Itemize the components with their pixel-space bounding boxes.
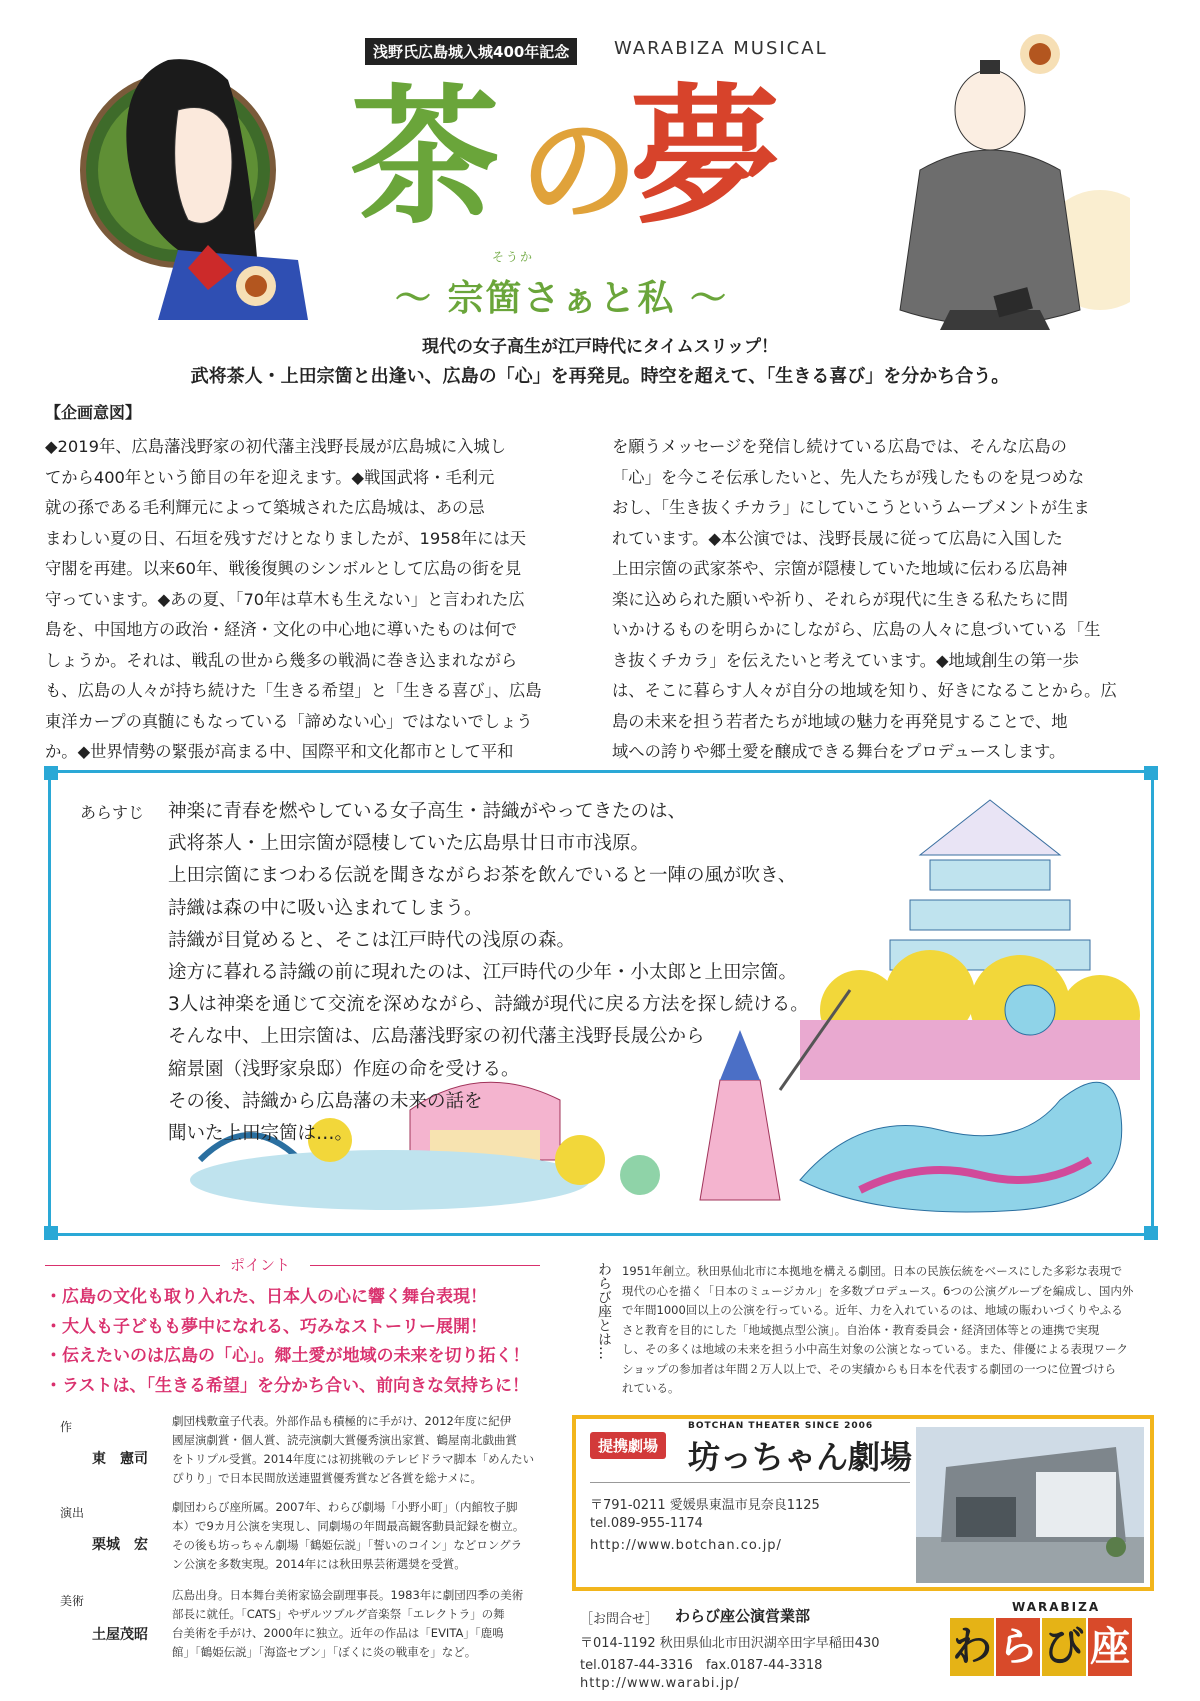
plan-line: 東洋カープの真髄にもなっている「諦めない心」ではないでしょう: [45, 711, 533, 731]
subtitle: 〜 宗箇さぁと私 〜: [395, 278, 729, 319]
plan-line: も、広島の人々が持ち続けた「生きる希望」と「生きる喜び」、広島: [45, 681, 542, 700]
point-item: ・大人も子どもも夢中になれる、巧みなストーリー展開！: [45, 1316, 487, 1337]
points-rule-right: [310, 1265, 540, 1266]
staff-desc-line: 劇団わらび座所属。2007年、わらび劇場「小野小町」（内館牧子脚: [172, 1500, 518, 1514]
staff-name-director: 栗城 宏: [92, 1537, 148, 1553]
contact-name: わらび座公演営業部: [675, 1607, 811, 1625]
plan-line: おし、「生き抜くチカラ」にしていこうというムーブメントが生ま: [612, 498, 1090, 517]
staff-desc-line: 台美術を手がけ、2000年に独立。近年の作品は「EVITA」「鹿鳴: [172, 1626, 504, 1640]
plan-line: いかけるものを明らかにしながら、広島の人々に息づいている「生: [612, 620, 1101, 639]
plan-column-left: [45, 432, 585, 768]
title-char-dream: 夢: [630, 69, 781, 245]
plan-line: は、そこに暮らす人々が自分の地域を知り、好きになることから。広: [612, 681, 1117, 700]
plan-line: れています。◆本公演では、浅野長晟に従って広島に入国した: [612, 528, 1063, 548]
catch-line-2: 武将茶人・上田宗箇と出逢い、広島の「心」を再発見。時空を超えて、「生きる喜び」を分かち合う。: [190, 366, 1010, 387]
theater-url[interactable]: http://www.botchan.co.jp/: [590, 1538, 782, 1553]
plan-line: か。◆世界情勢の緊張が高まる中、国際平和文化都市として平和: [45, 742, 514, 761]
synopsis-line: 聞いた上田宗箇は…。: [168, 1123, 354, 1145]
plan-line: 上田宗箇の武家茶や、宗箇が隠棲していた地域に伝わる広島神: [612, 559, 1068, 578]
theater-since: BOTCHAN THEATER SINCE 2006: [688, 1421, 874, 1431]
title-logo: [330, 69, 890, 272]
plan-line: しょうか。それは、戦乱の世から幾多の戦渦に巻き込まれながら: [45, 650, 518, 670]
staff-name-art: 土屋茂昭: [92, 1627, 148, 1643]
staff-desc-line: 部長に就任。「CATS」やザルツブルグ音楽祭「エレクトラ」の舞: [172, 1607, 505, 1621]
about-line: 現代の心を描く「日本のミュージカル」を多数プロデュース。6つの公演グループを編成し、国内外: [622, 1283, 1134, 1298]
box-corner: [1144, 766, 1158, 780]
warabiza-logo: [950, 1600, 1140, 1680]
plan-line: てから400年という節目の年を迎えます。◆戦国武将・毛利元: [45, 467, 495, 487]
plan-line: き抜くチカラ」を伝えたいと考えています。◆地域創生の第一歩: [612, 650, 1079, 670]
title-ruby: そうか: [492, 250, 535, 264]
contact-url[interactable]: http://www.warabi.jp/: [580, 1676, 740, 1691]
staff-desc-line: 國屋演劇賞・個人賞、読売演劇大賞優秀演出家賞、鶴屋南北戯曲賞: [172, 1433, 517, 1447]
staff-role-director: 演出: [60, 1506, 85, 1520]
points-list: [45, 1283, 530, 1401]
plan-line: 「心」を今こそ伝承したいと、先人たちが残したものを見つめな: [612, 467, 1085, 487]
plan-line: ◆2019年、広島藩浅野家の初代藩主浅野長晟が広島城に入城し: [45, 437, 506, 456]
musical-label: WARABIZA MUSICAL: [614, 38, 828, 59]
plan-line: まわしい夏の日、石垣を残すだけとなりましたが、1958年には天: [45, 528, 527, 548]
logo-char: び: [1042, 1618, 1086, 1676]
synopsis-line: 武将茶人・上田宗箇が隠棲していた広島県廿日市市浅原。: [168, 833, 650, 855]
about-line: ショップの参加者は年間２万人以上で、その実績からも日本を代表する劇団の一つに位置づけら: [622, 1361, 1117, 1376]
plan-line: 島を、中国地方の政治・経済・文化の中心地に導いたものは何で: [45, 620, 518, 639]
castle-illustration: [890, 800, 1090, 970]
about-text: [622, 1262, 1157, 1399]
theater-address: 〒791-0211 愛媛県東温市見奈良1125: [590, 1498, 820, 1513]
staff-name-writer: 東 憲司: [92, 1451, 148, 1467]
staff-desc-line: 広島出身。日本舞台美術家協会副理事長。1983年に劇団四季の美術: [172, 1588, 524, 1602]
contact-label: ［お問合せ］: [580, 1612, 659, 1627]
synopsis-line: 上田宗箇にまつわる伝説を聞きながらお茶を飲んでいると一陣の風が吹き、: [168, 865, 797, 887]
point-item: ・伝えたいのは広島の「心」。郷土愛が地域の未来を切り拓く！: [45, 1346, 530, 1366]
synopsis-line: そんな中、上田宗箇は、広島藩浅野家の初代藩主浅野長晟公から: [168, 1026, 705, 1048]
catch-line-1: 現代の女子高生が江戸時代にタイムスリップ！: [422, 337, 778, 357]
box-corner: [44, 766, 58, 780]
about-line: で年間1000回以上の公演を行っている。近年、力を入れているのは、地域の賑わいづくりやふる: [622, 1303, 1123, 1317]
sun-ornament-icon: [232, 262, 280, 310]
staff-desc-director: [172, 1498, 552, 1574]
staff-desc-line: 劇団桟敷童子代表。外部作品も積極的に手がけ、2012年度に紀伊: [172, 1414, 512, 1428]
about-line: し、その多くは地域の未来を担う小中高生対象の公演となっている。また、俳優による表現ワーク: [622, 1342, 1128, 1356]
synopsis-label: あらすじ: [80, 803, 145, 822]
plan-line: 域への誇りや郷土愛を醸成できる舞台をプロデュースします。: [612, 742, 1066, 761]
staff-desc-line: その後も坊っちゃん劇場「鶴姫伝説」「誓いのコイン」などロングラ: [172, 1538, 523, 1552]
logo-char: 座: [1088, 1618, 1132, 1676]
synopsis-line: 詩織は森の中に吸い込まれてしまう。: [168, 897, 483, 919]
point-item: ・広島の文化も取り入れた、日本人の心に響く舞台表現！: [45, 1287, 487, 1307]
plan-line: 楽に込められた願いや祈り、それらが現代に生きる私たちに問: [612, 589, 1068, 609]
synopsis-line: 3人は神楽を通じて交流を深めながら、詩織が現代に戻る方法を探し続ける。: [168, 994, 809, 1016]
point-item: ・ラストは、「生きる希望」を分かち合い、前向きな気持ちに！: [45, 1375, 529, 1396]
about-label: わらび座とは…: [596, 1262, 612, 1360]
plan-line: 守閣を再建。以来60年、戦後復興のシンボルとして広島の街を見: [45, 559, 522, 578]
about-line: れている。: [622, 1381, 680, 1395]
contact-tel-fax: tel.0187-44-3316 fax.0187-44-3318: [580, 1658, 823, 1673]
plan-line: を願うメッセージを発信し続けている広島では、そんな広島の: [612, 437, 1067, 456]
points-rule-left: [45, 1265, 220, 1266]
theater-name: 坊っちゃん劇場: [688, 1438, 913, 1476]
plan-line: 島の未来を担う若者たちが地域の魅力を再発見することで、地: [612, 711, 1068, 731]
staff-desc-line: ぴりり」で日本民間放送連盟賞優秀賞など各賞を総ナメに。: [172, 1471, 483, 1485]
title-char-tea: 茶: [350, 69, 501, 245]
points-title: ポイント: [230, 1256, 291, 1274]
synopsis-line: 途方に暮れる詩織の前に現れたのは、江戸時代の少年・小太郎と上田宗箇。: [168, 962, 798, 984]
synopsis-line: その後、詩織から広島藩の未来の話を: [168, 1090, 483, 1112]
staff-desc-art: [172, 1586, 552, 1662]
anniversary-tag: 浅野氏広島城入城400年記念: [365, 38, 577, 65]
plan-line: 就の孫である毛利輝元によって築城された広島城は、あの忌: [45, 498, 485, 517]
title-char-no: の: [520, 101, 639, 240]
staff-role-art: 美術: [60, 1594, 85, 1608]
staff-desc-line: 本）で9カ月公演を実現し、同劇場の年間最高観客動員記録を樹立。: [172, 1519, 525, 1533]
logo-char: わ: [950, 1618, 994, 1676]
theater-photo: [916, 1427, 1144, 1583]
staff-desc-writer: [172, 1412, 552, 1488]
theater-tel: tel.089-955-1174: [590, 1516, 703, 1531]
about-line: 1951年創立。秋田県仙北市に本拠地を構える劇団。日本の民族伝統をベースにした多彩な表現で: [622, 1264, 1123, 1278]
plan-line: 守っています。◆あの夏、「70年は草木も生えない」と言われた広: [45, 589, 525, 609]
staff-desc-line: ン公演を多数実現。2014年には秋田県芸術選奨を受賞。: [172, 1557, 466, 1571]
synopsis-line: 縮景園（浅野家泉邸）作庭の命を受ける。: [168, 1058, 520, 1080]
logo-en: WARABIZA: [1012, 1600, 1101, 1614]
theater-rule: [590, 1482, 910, 1483]
synopsis-line: 神楽に青春を燃やしている女子高生・詩織がやってきたのは、: [168, 801, 687, 822]
box-corner: [44, 1226, 58, 1240]
girl-illustration: [58, 20, 358, 320]
plan-column-right: [612, 432, 1152, 768]
logo-char: ら: [996, 1618, 1040, 1676]
staff-role-writer: 作: [60, 1420, 73, 1434]
synopsis-text: [168, 796, 868, 1150]
about-line: さと教育を目的にした「地域拠点型公演」。自治体・教育委員会・経済団体等との連携で実現: [622, 1322, 1100, 1337]
theater-badge: 提携劇場: [590, 1432, 666, 1459]
staff-desc-line: 館」「鶴姫伝説」「海盗セブン」「ぼくに炎の戦車を」など。: [172, 1645, 477, 1659]
synopsis-line: 詩織が目覚めると、そこは江戸時代の浅原の森。: [168, 929, 576, 951]
plan-heading: 【企画意図】: [45, 403, 142, 422]
samurai-illustration: [880, 30, 1130, 350]
contact-address: 〒014-1192 秋田県仙北市田沢湖卒田字早稲田430: [580, 1636, 880, 1651]
staff-desc-line: をトリプル受賞。2014年度には初挑戦のテレビドラマ脚本「めんたい: [172, 1452, 535, 1466]
